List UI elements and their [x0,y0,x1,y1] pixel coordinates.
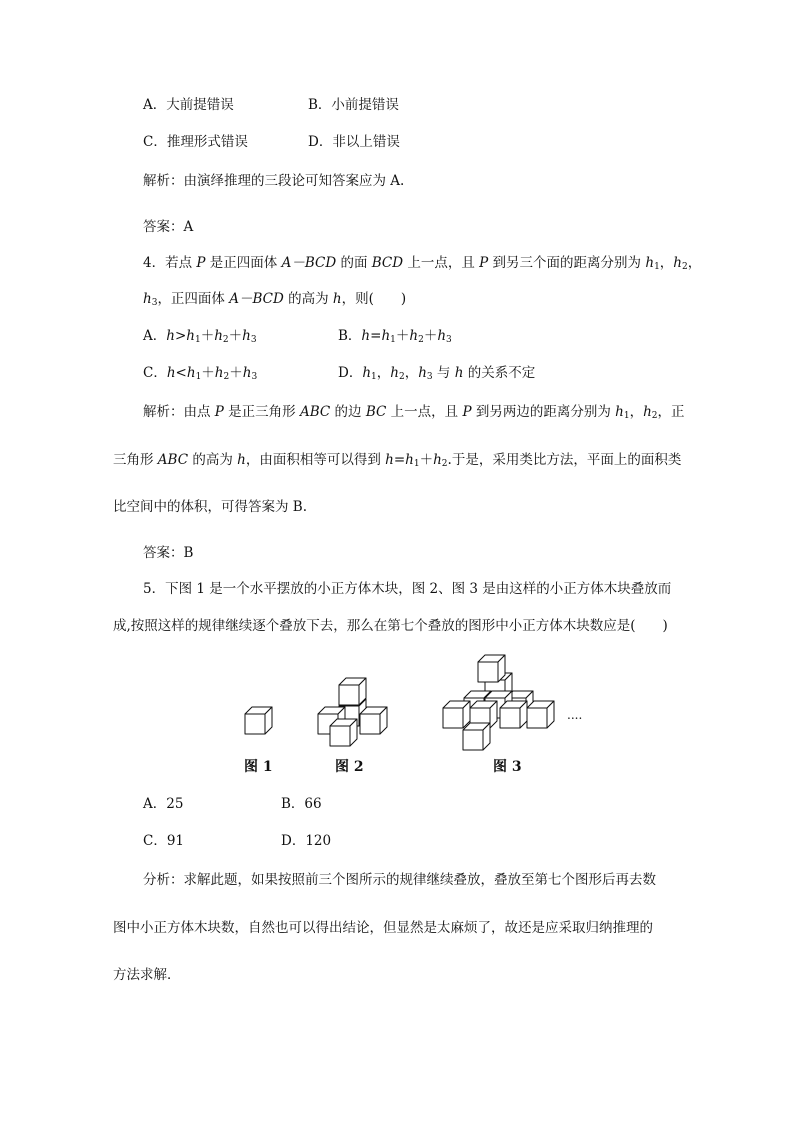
cube-fig3-base-left [443,701,470,728]
q4-option-d: D．$h_1$，$h_2$，$h_3$ 与 h 的关系不定 [338,365,536,382]
q3-analysis: 解析：由演绎推理的三段论可知答案应为 A. [143,173,405,189]
q4-option-c: C．$h<h_1+h_2+h_3$ [143,365,258,382]
figure-2-caption: 图 2 [335,759,364,775]
figure-1-caption: 图 1 [244,759,273,775]
q5-option-a: A．25 [143,796,184,812]
cube-fig2-top [339,678,366,705]
q5-analysis-line1: 分析：求解此题，如果按照前三个图所示的规律继续叠放，叠放至第七个图形后再去数 [143,872,656,888]
q5-option-b: B．66 [281,796,322,812]
q5-option-c: C．91 [143,833,185,849]
cube-fig2-front [330,719,357,746]
q3-option-d: D．非以上错误 [308,134,400,150]
figure-ellipsis: .... [567,708,583,722]
q4-option-b: B．$h=h_1+h_2+h_3$ [338,328,452,345]
q5-analysis-line3: 方法求解． [113,967,181,983]
cube-fig3-front [463,723,490,750]
q3-answer: 答案：A [143,219,194,235]
q5-stem-line1: 5．下图 1 是一个水平摆放的小正方体木块，图 2、图 3 是由这样的小正方体木块叠放而 [143,581,672,597]
q4-answer: 答案：B [143,545,194,561]
q5-analysis-line2: 图中小正方体木块数，自然也可以得出结论，但显然是太麻烦了，故还是应采取归纳推理的 [113,920,653,936]
q4-analysis-line2: 三角形 ABC 的高为 h，由面积相等可以得到 $h=h_1+h_2$.于是，采用类比方法，平面上的面积类 [113,452,682,469]
q3-option-b: B．小前提错误 [308,97,399,113]
q3-option-a: A．大前提错误 [143,97,234,113]
q4-option-a: A．$h>h_1+h_2+h_3$ [143,328,257,345]
q4-analysis-line3: 比空间中的体积，可得答案为 B. [113,499,308,515]
q3-option-c: C．推理形式错误 [143,134,248,150]
q4-stem-line2: $h_3$，正四面体 A－BCD 的高为 h，则( ) [143,291,407,308]
q4-analysis-line1: 解析：由点 P 是正三角形 ABC 的边 BC 上一点，且 P 到另两边的距离分别为 $h_1$，$h_2$，正 [143,404,685,421]
q4-stem-line1: 4．若点 P 是正四面体 A－BCD 的面 BCD 上一点，且 P 到另三个面的距离分别为 $h_1$，$h_2$， [143,255,702,272]
cube-figures [0,650,794,770]
figure-3-caption: 图 3 [493,759,522,775]
cube-fig1 [245,707,272,734]
q5-stem-line2: 成,按照这样的规律继续逐个叠放下去，那么在第七个叠放的图形中小正方体木块数应是( ) [113,618,668,634]
cube-fig2-right [360,707,387,734]
cube-fig3-base-right [527,701,554,728]
q5-option-d: D．120 [281,833,332,849]
cube-fig3-top [478,655,505,682]
cube-fig3-front-right [500,701,527,728]
